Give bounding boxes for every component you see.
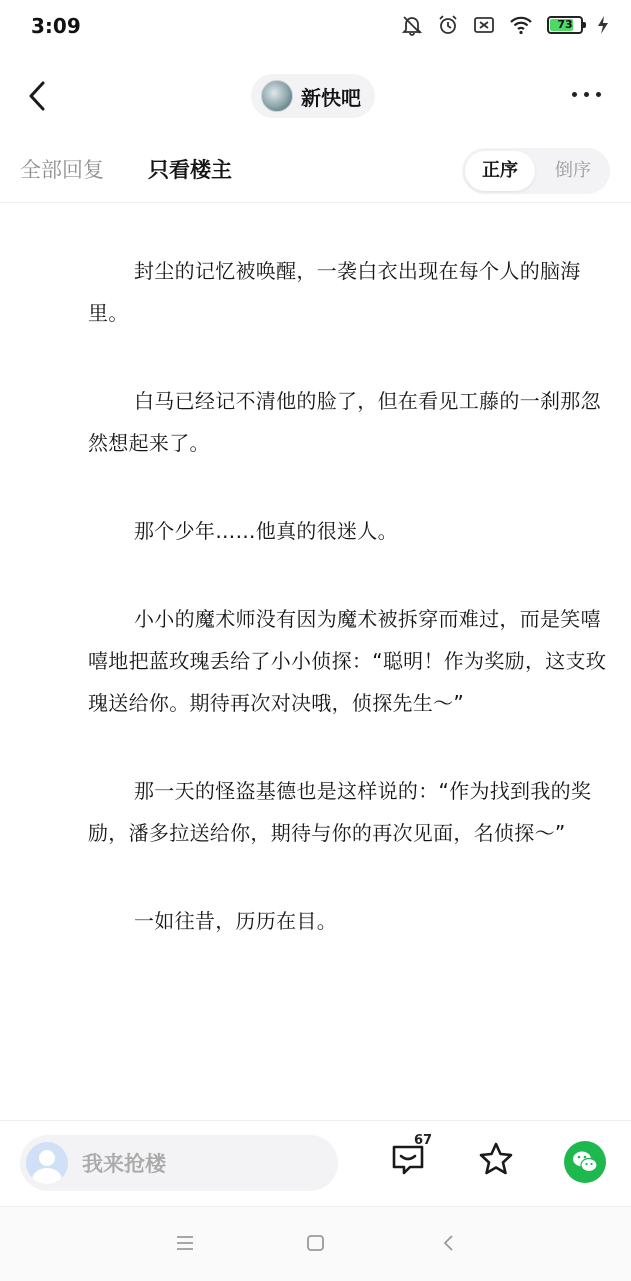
back-button[interactable] [24,78,54,114]
top-nav-bar [0,64,631,128]
favorite-button[interactable] [476,1139,516,1183]
order-asc-button[interactable]: 正序 [465,151,535,191]
avatar [26,1142,68,1184]
paragraph: 那个少年……他真的很迷人。 [134,519,398,543]
paragraph: 那一天的怪盗基德也是这样说的：“作为找到我的奖励，潘多拉送给你，期待与你的再次见面，名侦探～” [88,779,592,845]
reply-input[interactable] [20,1135,338,1191]
menu-button[interactable] [174,1233,196,1257]
tab-all-replies[interactable]: 全部回复 [20,158,104,182]
order-toggle [462,148,610,194]
bottom-action-bar [0,1120,631,1207]
back-icon [438,1233,460,1253]
paragraph: 白马已经记不清他的脸了，但在看见工藤的一刹那忽然想起来了。 [88,389,601,455]
forum-avatar [261,80,293,112]
status-bar [0,0,631,56]
home-icon [305,1233,327,1253]
status-icons [401,14,609,36]
status-time: 3:09 [31,14,81,38]
star-icon [476,1139,516,1179]
wechat-share-button[interactable] [564,1141,606,1183]
reply-placeholder: 我来抢楼 [82,1152,166,1176]
battery-icon [547,16,583,34]
order-desc-button[interactable]: 倒序 [555,160,591,181]
more-dots-icon[interactable] [572,84,601,105]
battery-level: 73 [557,18,573,31]
charging-icon [597,15,609,35]
paragraph: 小小的魔术师没有因为魔术被拆穿而难过，而是笑嘻嘻地把蓝玫瑰丢给了小小侦探：“聪明！作为奖励，这支玫瑰送给你。期待再次对决哦，侦探先生～” [88,607,607,715]
paragraph: 一如往昔，历历在目。 [134,909,337,933]
comment-count: 67 [414,1133,433,1148]
tab-owner-only[interactable]: 只看楼主 [148,158,232,182]
forum-name: 新快吧 [301,85,361,110]
menu-icon [174,1233,196,1253]
chevron-left-icon [24,78,54,114]
system-back-button[interactable] [438,1233,460,1257]
mute-bell-icon [401,14,423,36]
alarm-icon [437,14,459,36]
filter-row [0,140,631,203]
wifi-icon [509,15,533,35]
sim-off-icon [473,14,495,36]
home-button[interactable] [305,1233,327,1257]
post-content [88,250,618,988]
forum-pill[interactable] [251,74,375,118]
paragraph: 封尘的记忆被唤醒，一袭白衣出现在每个人的脑海里。 [88,259,581,325]
system-nav-bar [0,1206,631,1281]
wechat-icon [564,1141,606,1183]
